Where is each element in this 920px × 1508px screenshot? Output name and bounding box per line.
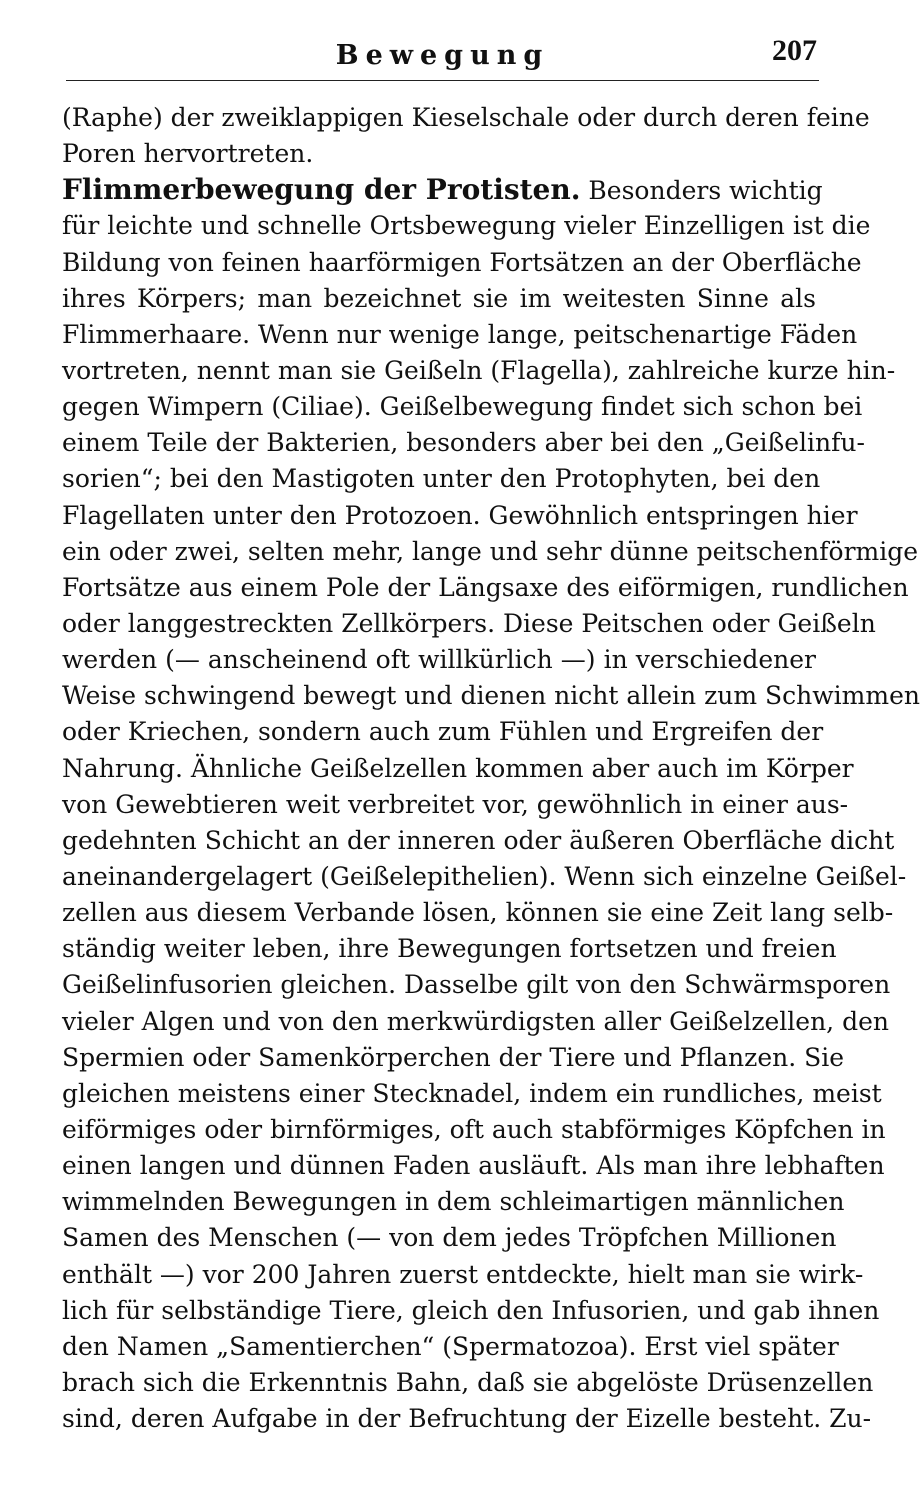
- text-line-tail: Besonders wichtig: [588, 176, 823, 206]
- text-line: oder Kriechen, sondern auch zum Fühlen und Ergreifen der: [62, 717, 824, 747]
- text-line: ein oder zwei, selten mehr, lange und sehr dünne peitschenförmige: [62, 536, 919, 566]
- text-line: sorien“; bei den Mastigoten unter den Protophyten, bei den: [62, 464, 821, 494]
- page-number: 207: [772, 34, 817, 67]
- text-line: (Raphe) der zweiklappigen Kieselschale oder durch deren feine: [62, 103, 870, 132]
- text-line: wimmelnden Bewegungen in dem schleimartigen männlichen: [62, 1187, 845, 1217]
- text-line: ständig weiter leben, ihre Bewegungen fortsetzen und freien: [62, 934, 837, 964]
- text-line: aneinandergelagert (Geißelepithelien). Wenn sich einzelne Geißel-: [62, 861, 907, 891]
- text-line: enthält —) vor 200 Jahren zuerst entdeckte, hielt man sie wirk-: [62, 1259, 864, 1289]
- text-line: einen langen und dünnen Faden ausläuft. Als man ihre lebhaften: [62, 1151, 885, 1181]
- text-line: von Gewebtieren weit verbreitet vor, gewöhnlich in einer aus-: [62, 789, 849, 819]
- text-line: Bildung von feinen haarförmigen Fortsätzen an der Oberfläche: [62, 247, 862, 277]
- text-line: oder langgestreckten Zellkörpers. Diese Peitschen oder Geißeln: [62, 608, 876, 638]
- text-line: zellen aus diesem Verbande lösen, können sie eine Zeit lang selb-: [62, 898, 894, 928]
- text-line: werden (— anscheinend oft willkürlich —) in verschiedener: [62, 645, 816, 675]
- text-line: einem Teile der Bakterien, besonders aber bei den „Geißelinfu-: [62, 428, 865, 458]
- text-line: Samen des Menschen (— von dem jedes Tröpfchen Millionen: [62, 1223, 837, 1253]
- text-line: ihres Körpers; man bezeichnet sie im weitesten Sinne als: [62, 283, 816, 313]
- text-line: lich für selbständige Tiere, gleich den Infusorien, und gab ihnen: [62, 1295, 880, 1325]
- text-line: Geißelinfusorien gleichen. Dasselbe gilt von den Schwärmsporen: [62, 970, 891, 1000]
- header-rule: [66, 80, 819, 81]
- text-line: Spermien oder Samenkörperchen der Tiere und Pflanzen. Sie: [62, 1042, 845, 1072]
- text-line: Fortsätze aus einem Pole der Längsaxe des eiförmigen, rundlichen: [62, 572, 909, 602]
- text-line: vortreten, nennt man sie Geißeln (Flagella), zahlreiche kurze hin-: [62, 355, 896, 385]
- text-line: Poren hervortreten.: [62, 139, 314, 169]
- text-line: Nahrung. Ähnliche Geißelzellen kommen aber auch im Körper: [62, 753, 854, 783]
- text-line: für leichte und schnelle Ortsbewegung vieler Einzelligen ist die: [62, 211, 871, 241]
- text-line-with-heading: [62, 172, 823, 208]
- section-heading: Flimmerbewegung der Protisten.: [62, 173, 581, 207]
- body-text: [62, 100, 920, 1437]
- text-line: gegen Wimpern (Ciliae). Geißelbewegung findet sich schon bei: [62, 392, 863, 422]
- text-line: den Namen „Samentierchen“ (Spermatozoa). Erst viel später: [62, 1331, 839, 1361]
- text-line: Flagellaten unter den Protozoen. Gewöhnlich entspringen hier: [62, 500, 858, 530]
- text-line: Flimmerhaare. Wenn nur wenige lange, peitschenartige Fäden: [62, 319, 858, 349]
- text-line: gedehnten Schicht an der inneren oder äußeren Oberfläche dicht: [62, 825, 895, 855]
- text-line: sind, deren Aufgabe in der Befruchtung der Eizelle besteht. Zu-: [62, 1404, 872, 1434]
- text-line: brach sich die Erkenntnis Bahn, daß sie abgelöste Drüsenzellen: [62, 1367, 874, 1397]
- text-line: Weise schwingend bewegt und dienen nicht allein zum Schwimmen: [62, 681, 920, 711]
- running-title: Bewegung: [335, 40, 550, 71]
- text-line: gleichen meistens einer Stecknadel, indem ein rundliches, meist: [62, 1078, 882, 1108]
- text-line: eiförmiges oder birnförmiges, oft auch stabförmiges Köpfchen in: [62, 1114, 886, 1144]
- running-head: [66, 34, 819, 80]
- text-line: vieler Algen und von den merkwürdigsten aller Geißelzellen, den: [62, 1006, 889, 1036]
